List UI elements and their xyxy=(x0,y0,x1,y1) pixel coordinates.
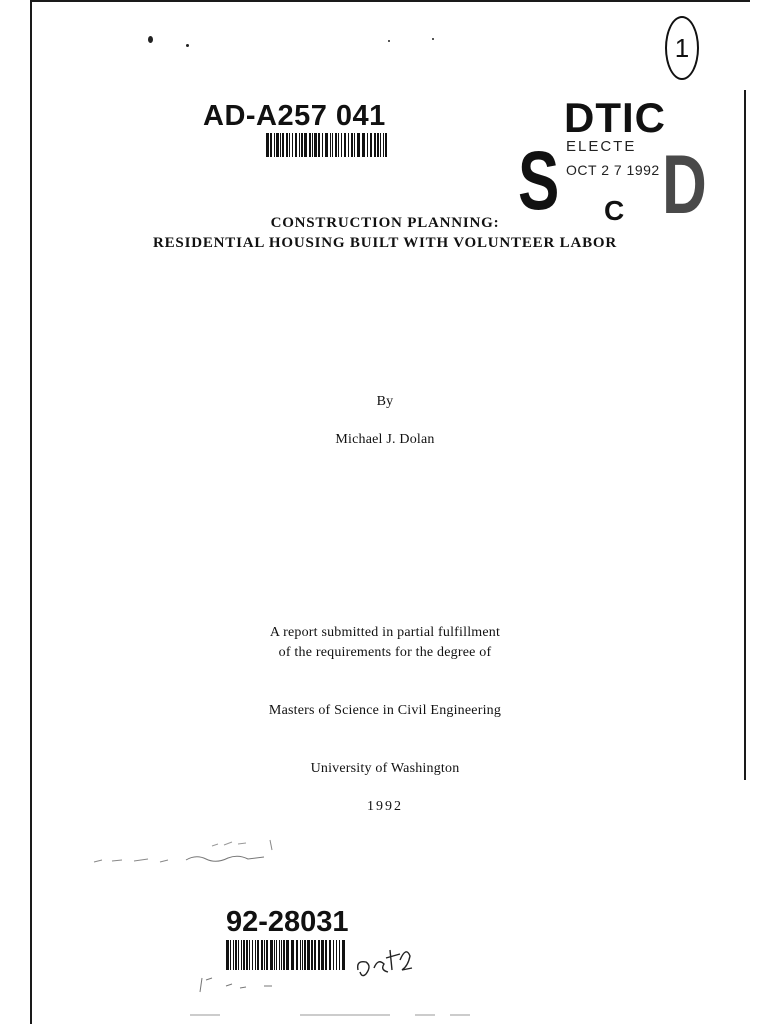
barcode-bar xyxy=(241,940,242,970)
barcode-bar xyxy=(235,940,237,970)
barcode-bar xyxy=(367,133,368,157)
title-line-2: RESIDENTIAL HOUSING BUILT WITH VOLUNTEER LABOR xyxy=(153,235,617,251)
barcode-bar xyxy=(318,940,320,970)
barcode-bar xyxy=(281,940,282,970)
barcode-bar xyxy=(377,133,379,157)
barcode-bar xyxy=(374,133,376,157)
barcode-bar xyxy=(348,133,349,157)
barcode-bar xyxy=(380,133,381,157)
barcode-bar xyxy=(226,940,229,970)
barcode-bar xyxy=(289,133,290,157)
barcode-bar xyxy=(266,940,268,970)
barcode-bar xyxy=(314,940,316,970)
barcode-bar xyxy=(325,133,328,157)
scan-top-edge xyxy=(30,0,750,2)
title-line-1: CONSTRUCTION PLANNING: xyxy=(270,215,500,231)
publication-year: 1992 xyxy=(367,799,403,814)
barcode-bar xyxy=(257,940,259,970)
barcode-bar xyxy=(249,940,250,970)
barcode-bar xyxy=(264,940,265,970)
barcode-bar xyxy=(266,133,269,157)
degree-name: Masters of Science in Civil Engineering xyxy=(268,703,502,718)
barcode-bar xyxy=(243,940,245,970)
barcode-bar xyxy=(354,133,355,157)
barcode-bar xyxy=(330,133,331,157)
barcode-bar xyxy=(385,133,387,157)
handwritten-page-mark xyxy=(665,16,699,80)
barcode-icon xyxy=(266,133,390,157)
page-mark-number: 1 xyxy=(674,32,690,63)
scan-speck xyxy=(148,36,153,43)
barcode-bar xyxy=(322,133,323,157)
barcode-bar xyxy=(341,133,342,157)
barcode-bar xyxy=(230,940,231,970)
barcode-bar xyxy=(357,133,360,157)
scan-left-edge xyxy=(30,0,32,1024)
statement-line-1: A report submitted in partial fulfillment xyxy=(269,625,501,640)
barcode-bar xyxy=(304,133,307,157)
stamp-status: ELECTE xyxy=(566,138,637,155)
barcode-bar xyxy=(280,133,281,157)
barcode-bar xyxy=(307,940,310,970)
barcode-bar xyxy=(351,133,353,157)
barcode-bar xyxy=(362,133,365,157)
barcode-bar xyxy=(338,133,339,157)
barcode-bar xyxy=(301,133,303,157)
faint-bottom-marks xyxy=(40,1012,720,1018)
barcode-bar xyxy=(255,940,256,970)
barcode-bar xyxy=(276,940,277,970)
institution-name: University of Washington xyxy=(310,761,460,776)
barcode-bar xyxy=(333,940,334,970)
barcode-bar xyxy=(332,133,333,157)
barcode-bar xyxy=(274,940,275,970)
scan-speck xyxy=(432,38,434,40)
barcode-bar xyxy=(325,940,327,970)
barcode-bar xyxy=(299,133,300,157)
scan-speck xyxy=(186,44,189,47)
barcode-bar xyxy=(270,940,273,970)
barcode-bar xyxy=(344,133,346,157)
barcode-bar xyxy=(318,133,320,157)
barcode-bar xyxy=(336,940,337,970)
barcode-icon xyxy=(226,940,348,970)
accession-number: 92-28031 xyxy=(226,906,349,938)
barcode-bar xyxy=(291,940,294,970)
stamp-title: DTIC xyxy=(564,94,666,141)
barcode-bar xyxy=(295,133,297,157)
barcode-bar xyxy=(309,133,311,157)
barcode-bar xyxy=(312,133,313,157)
barcode-bar xyxy=(233,940,234,970)
barcode-bar xyxy=(282,133,284,157)
faint-handwritten-marks xyxy=(198,972,288,996)
barcode-bar xyxy=(246,940,248,970)
tracking-number: AD-A257 041 xyxy=(203,100,386,132)
barcode-bar xyxy=(302,940,303,970)
statement-line-2: of the requirements for the degree of xyxy=(278,645,492,660)
barcode-bar xyxy=(321,940,324,970)
author-name: Michael J. Dolan xyxy=(335,432,435,447)
stamp-date: OCT 2 7 1992 xyxy=(566,162,660,178)
stamp-letter-s: S xyxy=(518,134,560,228)
stamp-letter-c: C xyxy=(604,195,625,226)
stamp-letter-d: D xyxy=(662,138,707,232)
barcode-bar xyxy=(292,133,293,157)
byline-by: By xyxy=(376,394,394,409)
barcode-bar xyxy=(370,133,372,157)
barcode-bar xyxy=(311,940,313,970)
barcode-bar xyxy=(252,940,253,970)
barcode-bar xyxy=(342,940,345,970)
barcode-bar xyxy=(283,940,285,970)
barcode-bar xyxy=(274,133,275,157)
faint-handwritten-marks xyxy=(88,832,288,872)
barcode-bar xyxy=(238,940,239,970)
barcode-bar xyxy=(339,940,340,970)
barcode-bar xyxy=(383,133,384,157)
barcode-bar xyxy=(276,133,279,157)
barcode-bar xyxy=(270,133,272,157)
barcode-bar xyxy=(286,133,288,157)
barcode-bar xyxy=(286,940,289,970)
barcode-bar xyxy=(329,940,331,970)
scan-speck xyxy=(388,40,390,42)
handwritten-initials xyxy=(352,940,416,984)
barcode-bar xyxy=(335,133,337,157)
barcode-bar xyxy=(314,133,317,157)
barcode-bar xyxy=(296,940,298,970)
barcode-bar xyxy=(279,940,280,970)
barcode-bar xyxy=(300,940,301,970)
barcode-bar xyxy=(304,940,306,970)
barcode-bar xyxy=(261,940,263,970)
